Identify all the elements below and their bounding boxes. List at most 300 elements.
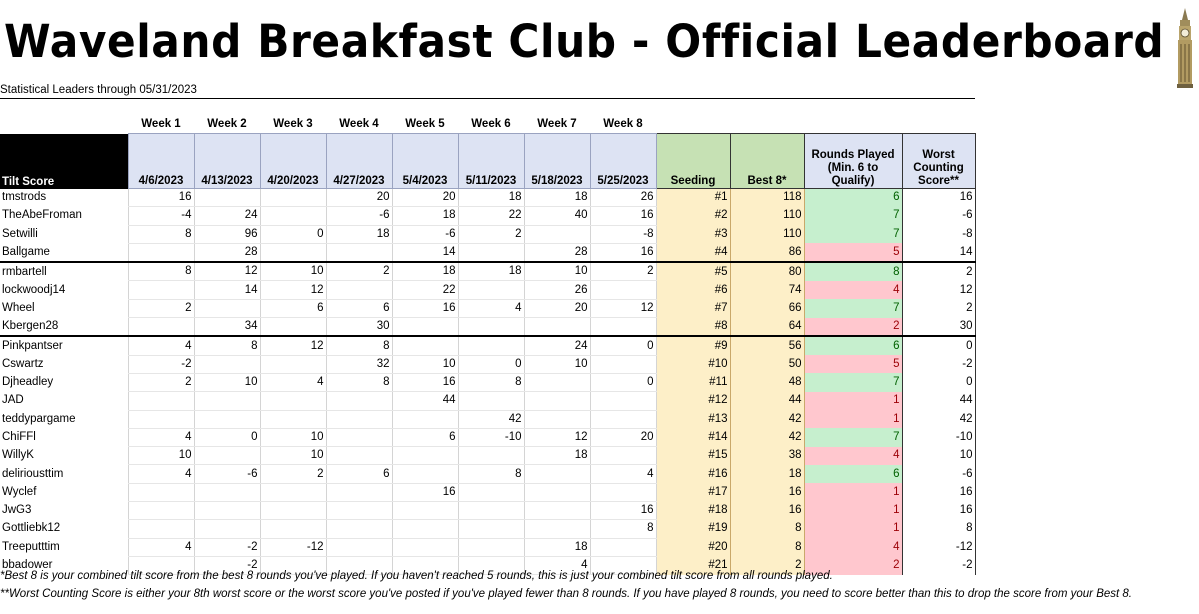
week-score: 8	[326, 336, 392, 355]
week-score	[194, 483, 260, 501]
player-name: lockwoodj14	[2, 283, 66, 296]
week-score: 14	[392, 243, 458, 262]
header-date: 5/25/2023	[590, 134, 656, 189]
table-row	[0, 355, 975, 373]
player-name: TheAbeFroman	[2, 209, 82, 222]
week-score: 4	[524, 556, 590, 574]
seeding-cell: #2	[656, 207, 730, 225]
header-best8: Best 8*	[730, 134, 804, 189]
week-score: 16	[590, 502, 656, 520]
week-score: 8	[128, 225, 194, 243]
week-score	[326, 281, 392, 299]
week-row	[0, 115, 975, 134]
week-score	[194, 520, 260, 538]
rounds-played-cell: 7	[804, 299, 902, 317]
table-row	[0, 262, 975, 281]
week-score	[524, 373, 590, 391]
week-score: 10	[128, 447, 194, 465]
week-score	[458, 318, 524, 337]
seeding-cell: #12	[656, 392, 730, 410]
player-name: Cswartz	[2, 357, 44, 370]
table-row	[0, 373, 975, 391]
week-spacer	[656, 115, 730, 134]
table-row	[0, 225, 975, 243]
week-score: 16	[392, 373, 458, 391]
table-row	[0, 299, 975, 317]
header-seeding: Seeding	[656, 134, 730, 189]
seeding-cell: #19	[656, 520, 730, 538]
week-score	[524, 318, 590, 337]
worst-counting-cell: 12	[902, 281, 975, 299]
week-score	[458, 447, 524, 465]
table-row	[0, 336, 975, 355]
week-score: -12	[260, 538, 326, 556]
week-score: 10	[524, 262, 590, 281]
player-name: Treeputttim	[2, 540, 60, 553]
week-score	[260, 207, 326, 225]
week-score: -2	[194, 538, 260, 556]
week-score	[326, 502, 392, 520]
player-name: Setwilli	[2, 227, 38, 240]
week-score	[326, 483, 392, 501]
week-score	[392, 447, 458, 465]
week-score: 4	[590, 465, 656, 483]
week-score: 0	[458, 355, 524, 373]
week-score	[590, 483, 656, 501]
best8-cell: 38	[730, 447, 804, 465]
week-score: 6	[392, 428, 458, 446]
week-score	[590, 281, 656, 299]
seeding-cell: #5	[656, 262, 730, 281]
best8-cell: 2	[730, 556, 804, 574]
header-date: 5/11/2023	[458, 134, 524, 189]
best8-cell: 86	[730, 243, 804, 262]
week-score: 16	[392, 483, 458, 501]
worst-counting-cell: 2	[902, 299, 975, 317]
week-score	[590, 447, 656, 465]
week-label: Week 7	[537, 117, 577, 130]
best8-cell: 8	[730, 538, 804, 556]
rounds-played-cell: 7	[804, 207, 902, 225]
table-row	[0, 447, 975, 465]
week-score: -10	[458, 428, 524, 446]
week-score	[260, 355, 326, 373]
best8-cell: 18	[730, 465, 804, 483]
seeding-cell: #17	[656, 483, 730, 501]
week-score: -6	[194, 465, 260, 483]
week-score	[590, 318, 656, 337]
week-score: 0	[194, 428, 260, 446]
leaderboard-body	[0, 115, 975, 575]
week-score: 4	[128, 538, 194, 556]
week-score: 34	[194, 318, 260, 337]
week-score: 12	[194, 262, 260, 281]
player-name: rmbartell	[2, 265, 47, 278]
week-score	[590, 392, 656, 410]
week-score: 8	[458, 465, 524, 483]
week-score	[524, 410, 590, 428]
week-score: 18	[524, 538, 590, 556]
week-score: 28	[194, 243, 260, 262]
week-score: 30	[326, 318, 392, 337]
table-row	[0, 392, 975, 410]
week-score	[458, 538, 524, 556]
week-score: 2	[458, 225, 524, 243]
rounds-played-cell: 7	[804, 428, 902, 446]
rounds-played-cell: 4	[804, 447, 902, 465]
week-score: 22	[458, 207, 524, 225]
best8-cell: 50	[730, 355, 804, 373]
week-score	[524, 392, 590, 410]
worst-counting-cell: 10	[902, 447, 975, 465]
header-date: 4/6/2023	[128, 134, 194, 189]
week-score: 6	[326, 465, 392, 483]
week-score: 8	[128, 262, 194, 281]
week-score	[128, 502, 194, 520]
week-score: -4	[128, 207, 194, 225]
rounds-played-cell: 2	[804, 318, 902, 337]
week-score	[458, 243, 524, 262]
week-score	[458, 392, 524, 410]
rounds-played-cell: 6	[804, 336, 902, 355]
header-date: 4/13/2023	[194, 134, 260, 189]
rounds-played-cell: 4	[804, 281, 902, 299]
header-date: 4/20/2023	[260, 134, 326, 189]
worst-counting-cell: -8	[902, 225, 975, 243]
seeding-cell: #4	[656, 243, 730, 262]
rounds-played-cell: 1	[804, 520, 902, 538]
week-score	[260, 318, 326, 337]
best8-cell: 42	[730, 410, 804, 428]
week-score	[524, 465, 590, 483]
footnote-worst-counting: **Worst Counting Score is either your 8th worst score or the worst score you've posted if you've played fewer than 8 rounds. If you have played 8 rounds, you need to score better than this to drop the score from your Best 8.	[0, 588, 1132, 600]
week-score: 96	[194, 225, 260, 243]
worst-counting-cell: 44	[902, 392, 975, 410]
week-score: 4	[128, 465, 194, 483]
seeding-cell: #7	[656, 299, 730, 317]
worst-counting-cell: 0	[902, 336, 975, 355]
worst-counting-cell: 0	[902, 373, 975, 391]
seeding-cell: #20	[656, 538, 730, 556]
week-score: 26	[590, 189, 656, 207]
week-score	[194, 447, 260, 465]
week-score	[194, 355, 260, 373]
week-score	[326, 428, 392, 446]
week-score	[458, 502, 524, 520]
week-score	[260, 502, 326, 520]
table-row	[0, 483, 975, 501]
week-label: Week 4	[339, 117, 379, 130]
rounds-played-cell: 1	[804, 483, 902, 501]
table-row	[0, 410, 975, 428]
week-score: 12	[260, 281, 326, 299]
seeding-cell: #9	[656, 336, 730, 355]
rounds-played-cell: 5	[804, 355, 902, 373]
table-row	[0, 538, 975, 556]
week-label: Week 3	[273, 117, 313, 130]
week-score: 18	[392, 262, 458, 281]
player-name: Gottliebk12	[2, 522, 61, 535]
subtitle: Statistical Leaders through 05/31/2023	[0, 83, 975, 99]
week-score	[128, 410, 194, 428]
best8-cell: 16	[730, 502, 804, 520]
week-score: -6	[326, 207, 392, 225]
week-score: 10	[524, 355, 590, 373]
week-score	[326, 243, 392, 262]
player-name: Djheadley	[2, 376, 54, 389]
week-score	[260, 520, 326, 538]
week-score: 8	[458, 373, 524, 391]
player-name: deliriousttim	[2, 467, 64, 480]
week-score: 8	[590, 520, 656, 538]
week-score: 2	[326, 262, 392, 281]
week-score	[392, 520, 458, 538]
seeding-cell: #15	[656, 447, 730, 465]
rounds-played-cell: 1	[804, 392, 902, 410]
week-score	[326, 410, 392, 428]
week-score: -8	[590, 225, 656, 243]
week-score: 22	[392, 281, 458, 299]
week-score: 12	[590, 299, 656, 317]
header-row	[0, 134, 975, 189]
week-score: 26	[524, 281, 590, 299]
header-worst-counting	[902, 134, 975, 189]
worst-counting-cell: -6	[902, 207, 975, 225]
best8-cell: 80	[730, 262, 804, 281]
header-rounds-line: Qualify)	[831, 175, 875, 187]
week-score	[194, 189, 260, 207]
table-row	[0, 465, 975, 483]
week-score: 28	[524, 243, 590, 262]
week-score: 32	[326, 355, 392, 373]
week-corner	[0, 115, 128, 134]
best8-cell: 66	[730, 299, 804, 317]
worst-counting-cell: 8	[902, 520, 975, 538]
worst-counting-cell: -2	[902, 556, 975, 574]
week-score: 14	[194, 281, 260, 299]
week-score: 20	[524, 299, 590, 317]
worst-counting-cell: 14	[902, 243, 975, 262]
week-score: -2	[194, 556, 260, 574]
header-tilt-score: Tilt Score	[0, 134, 128, 189]
week-score	[458, 336, 524, 355]
week-score: 16	[590, 207, 656, 225]
week-score	[392, 465, 458, 483]
rounds-played-cell: 6	[804, 189, 902, 207]
worst-counting-cell: 16	[902, 483, 975, 501]
header-date: 4/27/2023	[326, 134, 392, 189]
table-row	[0, 207, 975, 225]
seeding-cell: #10	[656, 355, 730, 373]
week-score: 18	[392, 207, 458, 225]
seeding-cell: #13	[656, 410, 730, 428]
week-spacer	[804, 115, 902, 134]
header-worst-line: Worst	[922, 149, 955, 161]
week-score	[392, 538, 458, 556]
week-score	[392, 410, 458, 428]
week-score: 24	[194, 207, 260, 225]
best8-cell: 118	[730, 189, 804, 207]
week-score: 4	[260, 373, 326, 391]
week-score	[194, 299, 260, 317]
week-score: 18	[458, 262, 524, 281]
week-score: 24	[524, 336, 590, 355]
worst-counting-cell: 42	[902, 410, 975, 428]
week-score: 18	[458, 189, 524, 207]
week-score: 2	[128, 373, 194, 391]
week-score: 2	[590, 262, 656, 281]
week-score: 2	[260, 465, 326, 483]
worst-counting-cell: -12	[902, 538, 975, 556]
worst-counting-cell: 2	[902, 262, 975, 281]
week-score: 6	[260, 299, 326, 317]
seeding-cell: #3	[656, 225, 730, 243]
header-date: 5/18/2023	[524, 134, 590, 189]
week-score: 10	[194, 373, 260, 391]
rounds-played-cell: 8	[804, 262, 902, 281]
week-score: 6	[326, 299, 392, 317]
week-score	[458, 520, 524, 538]
page-title: Waveland Breakfast Club - Official Leaderboard	[4, 15, 1165, 68]
week-score	[194, 410, 260, 428]
week-score	[260, 410, 326, 428]
week-score: 10	[260, 447, 326, 465]
player-name: teddypargame	[2, 412, 76, 425]
player-name: tmstrods	[2, 191, 47, 204]
best8-cell: 110	[730, 207, 804, 225]
week-score: 10	[260, 262, 326, 281]
week-label: Week 5	[405, 117, 445, 130]
table-row	[0, 520, 975, 538]
rounds-played-cell: 1	[804, 502, 902, 520]
week-score: 4	[458, 299, 524, 317]
week-score: 20	[392, 189, 458, 207]
week-score	[326, 447, 392, 465]
best8-cell: 110	[730, 225, 804, 243]
worst-counting-cell: 30	[902, 318, 975, 337]
player-name: Pinkpantser	[2, 339, 63, 352]
week-score	[260, 392, 326, 410]
week-score: 10	[260, 428, 326, 446]
week-score	[326, 538, 392, 556]
week-label: Week 8	[603, 117, 643, 130]
week-score	[128, 243, 194, 262]
best8-cell: 42	[730, 428, 804, 446]
player-name: Wyclef	[2, 485, 37, 498]
best8-cell: 8	[730, 520, 804, 538]
seeding-cell: #8	[656, 318, 730, 337]
best8-cell: 16	[730, 483, 804, 501]
week-score: 18	[326, 225, 392, 243]
rounds-played-cell: 6	[804, 465, 902, 483]
week-score	[128, 392, 194, 410]
table-row	[0, 318, 975, 337]
leaderboard-table	[0, 115, 976, 575]
header-rounds-line: (Min. 6 to	[827, 162, 879, 174]
seeding-cell: #18	[656, 502, 730, 520]
week-score: 10	[392, 355, 458, 373]
best8-cell: 56	[730, 336, 804, 355]
week-score	[128, 520, 194, 538]
seeding-cell: #11	[656, 373, 730, 391]
seeding-cell: #21	[656, 556, 730, 574]
table-row	[0, 281, 975, 299]
week-label: Week 2	[207, 117, 247, 130]
week-score: 18	[524, 189, 590, 207]
rounds-played-cell: 1	[804, 410, 902, 428]
week-spacer	[730, 115, 804, 134]
week-score	[590, 410, 656, 428]
week-score: 4	[128, 428, 194, 446]
week-score: 8	[326, 373, 392, 391]
header-rounds-line: Rounds Played	[811, 149, 895, 161]
week-score	[524, 520, 590, 538]
week-score: -2	[128, 355, 194, 373]
week-score	[524, 502, 590, 520]
header-rounds-played	[804, 134, 902, 189]
week-score: 18	[524, 447, 590, 465]
player-name: bbadower	[2, 559, 53, 572]
table-row	[0, 428, 975, 446]
week-score	[194, 392, 260, 410]
week-score: 20	[326, 189, 392, 207]
week-score	[260, 189, 326, 207]
week-score	[194, 502, 260, 520]
week-label: Week 1	[141, 117, 181, 130]
week-label: Week 6	[471, 117, 511, 130]
week-spacer	[902, 115, 975, 134]
week-score: 42	[458, 410, 524, 428]
week-score	[128, 483, 194, 501]
week-score: 20	[590, 428, 656, 446]
week-score	[524, 483, 590, 501]
week-score: 16	[392, 299, 458, 317]
week-score: 44	[392, 392, 458, 410]
seeding-cell: #6	[656, 281, 730, 299]
week-score	[392, 336, 458, 355]
week-score: 12	[524, 428, 590, 446]
clock-tower-icon	[1174, 8, 1196, 88]
worst-counting-cell: 16	[902, 502, 975, 520]
worst-counting-cell: -10	[902, 428, 975, 446]
week-score: 0	[260, 225, 326, 243]
seeding-cell: #16	[656, 465, 730, 483]
week-score	[128, 318, 194, 337]
best8-cell: 74	[730, 281, 804, 299]
rounds-played-cell: 2	[804, 556, 902, 574]
week-score: 8	[194, 336, 260, 355]
week-score: 40	[524, 207, 590, 225]
player-name: JAD	[2, 394, 24, 407]
week-score	[590, 538, 656, 556]
rounds-played-cell: 5	[804, 243, 902, 262]
best8-cell: 44	[730, 392, 804, 410]
rounds-played-cell: 7	[804, 225, 902, 243]
footnote-best8: *Best 8 is your combined tilt score from the best 8 rounds you've played. If you haven't reached 5 rounds, this is just your combined tilt score from all rounds played.	[0, 570, 833, 582]
seeding-cell: #14	[656, 428, 730, 446]
week-score	[458, 281, 524, 299]
header-worst-line: Score**	[918, 175, 959, 187]
week-score	[590, 355, 656, 373]
header-worst-line: Counting	[913, 162, 964, 174]
week-score: 16	[590, 243, 656, 262]
week-score: 0	[590, 373, 656, 391]
week-score: 0	[590, 336, 656, 355]
week-score	[326, 520, 392, 538]
worst-counting-cell: -2	[902, 355, 975, 373]
week-score	[260, 243, 326, 262]
player-name: Kbergen28	[0, 318, 128, 337]
